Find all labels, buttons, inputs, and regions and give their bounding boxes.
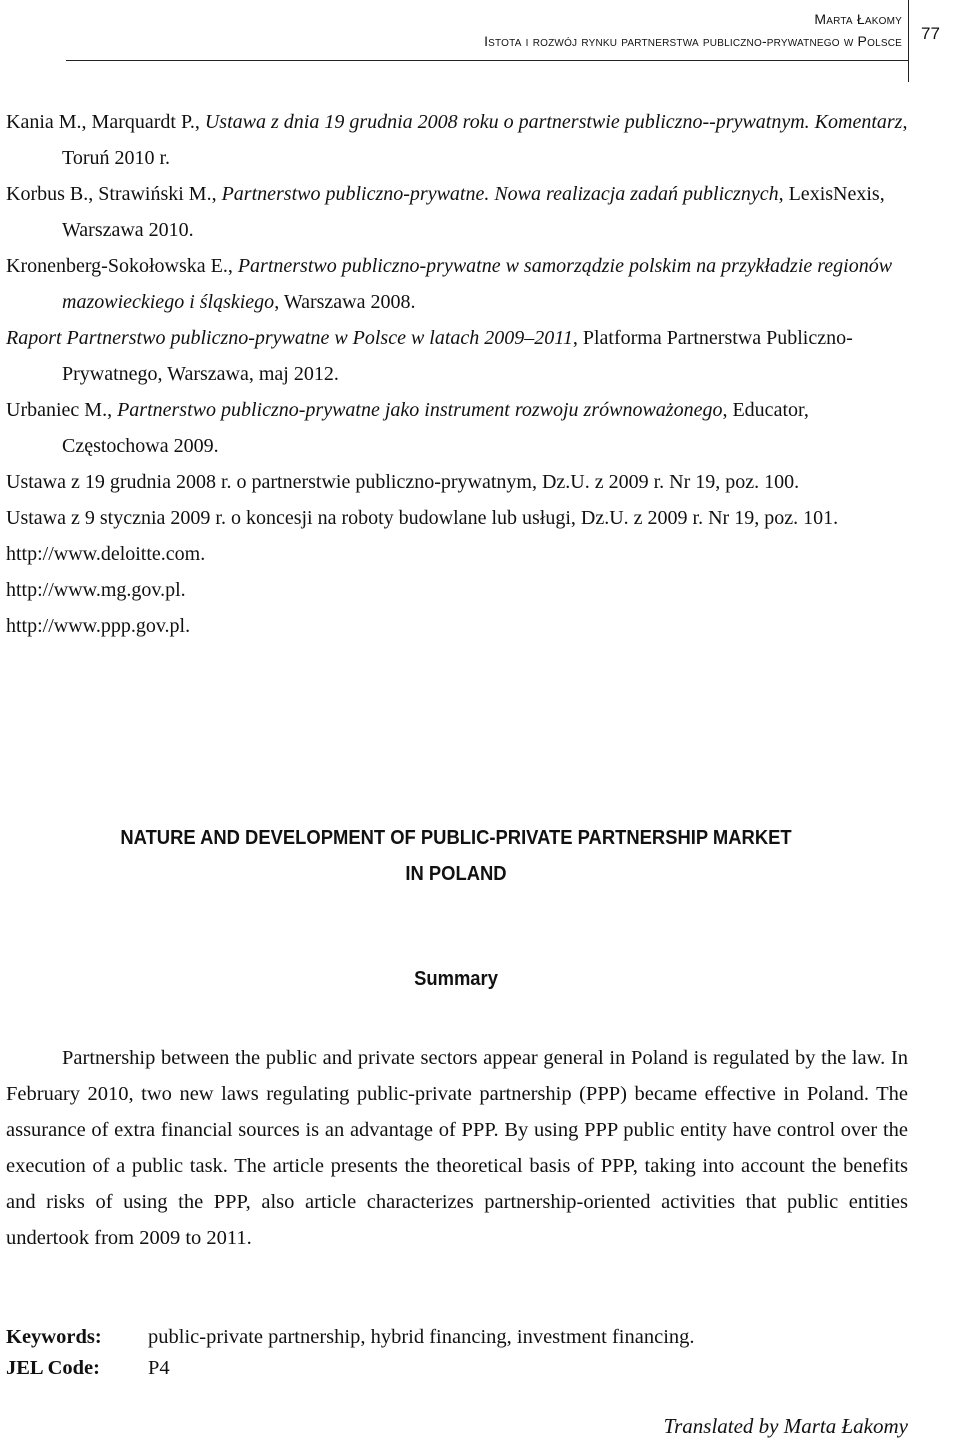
- keywords-value: public-private partnership, hybrid financing, investment financing.: [148, 1326, 695, 1348]
- reference-item: Korbus B., Strawiński M., Partnerstwo publiczno-prywatne. Nowa realizacja zadań publicznych, LexisNexis, Warszawa 2010.: [6, 183, 885, 241]
- page-number: 77: [921, 24, 940, 43]
- keywords-block: [6, 1322, 908, 1384]
- english-title: [36, 820, 875, 892]
- jel-value: P4: [148, 1357, 170, 1379]
- header-vertical-rule: [908, 0, 909, 82]
- header-rule: [66, 60, 908, 61]
- keywords-row: [6, 1322, 908, 1353]
- running-header: [484, 8, 902, 52]
- jel-label: JEL Code:: [6, 1357, 100, 1379]
- reference-item: Kania M., Marquardt P., Ustawa z dnia 19 grudnia 2008 roku o partnerstwie publiczno--prywatnym. Komentarz, Toruń 2010 r.: [6, 111, 908, 169]
- translated-by: Translated by Marta Łakomy: [663, 1414, 908, 1438]
- keywords-label: Keywords:: [6, 1326, 102, 1348]
- reference-item: Urbaniec M., Partnerstwo publiczno-prywatne jako instrument rozwoju zrównoważonego, Educator, Częstochowa 2009.: [6, 399, 809, 457]
- reference-link[interactable]: http://www.mg.gov.pl.: [6, 579, 186, 601]
- summary-heading: Summary: [414, 968, 498, 990]
- reference-list: [6, 104, 910, 644]
- english-title-line: IN POLAND: [405, 863, 507, 885]
- jel-row: [6, 1353, 908, 1384]
- reference-item: Raport Partnerstwo publiczno-prywatne w Polsce w latach 2009–2011, Platforma Partnerstwa Publiczno-Prywatnego, Warszawa, maj 2012.: [6, 327, 853, 385]
- reference-item: Ustawa z 9 stycznia 2009 r. o koncesji na roboty budowlane lub usługi, Dz.U. z 2009 r. Nr 19, poz. 101.: [6, 507, 839, 529]
- header-author: Marta Łakomy: [814, 11, 902, 27]
- english-title-line: NATURE AND DEVELOPMENT OF PUBLIC-PRIVATE PARTNERSHIP MARKET: [120, 827, 792, 849]
- summary-paragraph: Partnership between the public and private sectors appear general in Poland is regulated by the law. In February 2010, two new laws regulating public-private partnership (PPP) became effective in Poland. The assurance of extra financial sources is an advantage of PPP. By using PPP public entity have control over the execution of a public task. The article presents the theoretical basis of PPP, taking into account the benefits and risks of using the PPP, also article characterizes partnership-oriented activities that public entities undertook from 2009 to 2011.: [6, 1047, 908, 1249]
- reference-link[interactable]: http://www.deloitte.com.: [6, 543, 206, 565]
- header-title: Istota i rozwój rynku partnerstwa publiczno-prywatnego w Polsce: [484, 33, 902, 49]
- reference-item: Ustawa z 19 grudnia 2008 r. o partnerstwie publiczno-prywatnym, Dz.U. z 2009 r. Nr 19, poz. 100.: [6, 471, 800, 493]
- reference-link[interactable]: http://www.ppp.gov.pl.: [6, 615, 191, 637]
- reference-item: Kronenberg-Sokołowska E., Partnerstwo publiczno-prywatne w samorządzie polskim na przykładzie regionów mazowieckiego i śląskiego, Warszawa 2008.: [6, 255, 893, 313]
